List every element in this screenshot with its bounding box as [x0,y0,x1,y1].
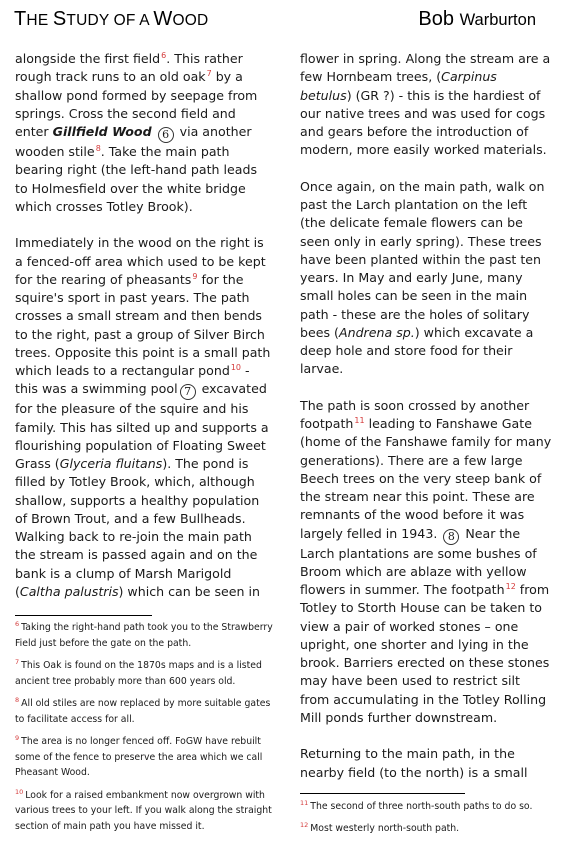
author-name: Bob Warburton [418,8,536,30]
footnote: $^7$ This Oak is found on the 1870s maps and is a listed ancient tree probably more than 600 years old. [15,657,262,687]
footnote-divider [300,793,465,794]
footnote: $^{10}$ Look for a raised embankment now overgrown with various trees to your left. If you walk along the straight section of main path you have missed it. [15,787,272,832]
species-name: Andrena sp. [338,324,415,340]
footnote: $^{11}$ The second of three north-south paths to do so. [300,799,533,812]
footnote-divider [15,615,152,616]
footnote-ref[interactable]: 12 [505,582,516,591]
footnote-ref[interactable]: 7 [206,69,212,79]
footnote: $^6$ Taking the right-hand path took you to the Strawberry Field just before the gate on the path. [15,620,273,649]
paragraph: Returning to the main path, in the nearby field (to the north) is a small [300,746,528,780]
map-marker: 7 [180,384,196,400]
footnote-ref[interactable]: 6 [161,51,167,60]
paragraph: Once again, on the main path, walk on past the Larch plantation on the left (the delicate female flowers can be seen only in early spring). These trees have been planted within the past ten years. In May and early June, many small holes can be seen in the main path - these are the holes of solitary bees (Andrena sp.) which excavate a deep hole and store food for their larvae. [300,178,545,377]
footnote-ref[interactable]: 11 [354,416,365,425]
footnote: $^{12}$ Most westerly north-south path. [300,821,460,835]
document-title: THE STUDY OF A WOOD [14,8,209,30]
footnote: $^9$ The area is no longer fenced off. FoGW have rebuilt some of the fence to preserve the area which we call Pheasant Wood. [15,733,263,779]
paragraph: flower in spring. Along the stream are a few Hornbeam trees, (Carpinus betulus) (GR ?) - this is the hardiest of our native trees and was used for cogs and gears before the introduction of modern, more easily worked materials. [300,51,551,158]
right-column [300,50,552,800]
map-marker: 6 [158,127,174,143]
footnotes-left [15,620,273,841]
page-header [14,8,536,38]
paragraph: The path is soon crossed by another footpath$^{11}$ leading to Fanshawe Gate (home of the Fanshawe family for many generations). There are a few large Beech trees on the very steep bank of the stream near this point. These are remnants of the wood before it was largely felled in 1943. 8 Near the Larch plantations are some bushes of Broom which are ablaze with yellow flowers in summer. The footpath$^{12}$ from Totley to Storth House can be taken to view a pair of worked stones – one upright, one shorter and lying in the brook. Barriers erected on these stones may have been used to restrict silt from accumulating in the Totley Rolling Mill ponds further downstream. [300,397,552,725]
paragraph: alongside the first field$^6$. This rather rough track runs to an old oak$^7$ by a shallow pond formed by seepage from springs. Cross the second field and enter Gillfield Wood 6 via another wooden stile$^8$. Take the main path bearing right (the left-hand path leads to Holmesfield over the white bridge which crosses Totley Brook). [15,51,258,214]
species-name: Caltha palustris [19,583,119,599]
footnote: $^8$ All old stiles are now replaced by more suitable gates to facilitate access for all. [15,695,271,725]
species-name: Glyceria fluitans [59,456,163,471]
place-name: Gillfield Wood [52,124,152,139]
footnote-ref[interactable]: 8 [95,144,101,153]
footnote-ref[interactable]: 9 [192,271,198,281]
footnotes-right [300,799,552,844]
left-column [15,50,273,619]
paragraph: Immediately in the wood on the right is a fenced-off area which used to be kept for the rearing of pheasants$^9$ for the squire's sport in past years. The path crosses a small stream and then bends to the right, past a group of Silver Birch trees. Opposite this point is a small path which leads to a rectangular pond$^{10}$ - this was a swimming pool 7 excavated for the pleasure of the squire and his family. This has silted up and supports a flourishing population of Floating Sweet Grass (Glyceria fluitans). The pond is filled by Totley Brook, which, although shallow, supports a healthy population of Brown Trout, and a few Bullheads. Walking back to re-join the main path the stream is passed again and on the bank is a clump of Marsh Marigold (Caltha palustris) which can be seen in [15,235,271,599]
map-marker: 8 [443,529,459,545]
species-name: Carpinus betulus [300,69,497,103]
footnote-ref[interactable]: 10 [230,363,242,372]
